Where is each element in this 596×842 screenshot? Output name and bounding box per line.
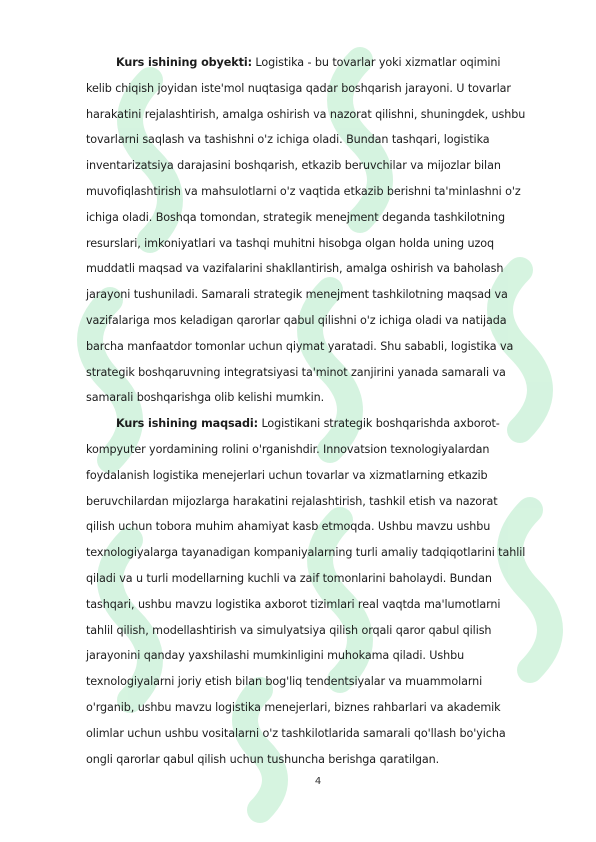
paragraph-goal (86, 411, 528, 772)
paragraph-body: Logistika - bu tovarlar yoki xizmatlar oqimini kelib chiqish joyidan iste'mol nuqtasiga qadar boshqarish jarayoni. U tovarlar harakatini rejalashtirish, amalga oshirish va nazorat qilishni, shuningdek, ushbu tovarlarni saqlash va tashishni o'z ichiga oladi. Bundan tashqari, logistika inventarizatsiya darajasini boshqarish, etkazib beruvchilar va mijozlar bilan muvofiqlashtirish va mahsulotlarni o'z vaqtida etkazib berishni ta'minlashni o'z ichiga oladi. Boshqa tomondan, strategik menejment deganda tashkilotning resurslari, imkoniyatlari va tashqi muhitni hisobga olgan holda uning uzoq muddatli maqsad va vazifalarini shakllantirish, amalga oshirish va baholash jarayoni tushuniladi. Samarali strategik menejment tashkilotning maqsad va vazifalariga mos keladigan qarorlar qabul qilishni o'z ichiga oladi va natijada barcha manfaatdor tomonlar uchun qiymat yaratadi. Shu sababli, logistika va strategik boshqaruvning integratsiyasi ta'minot zanjirini yanada samarali va samarali boshqarishga olib kelishi mumkin. (86, 56, 526, 405)
paragraph-body: Logistikani strategik boshqarishda axborot-kompyuter yordamining rolini o'rganishdir. Innovatsion texnologiyalardan foydalanish logistika menejerlari uchun tovarlar va xizmatlarning etkazib beruvchilardan mijozlarga harakatini rejalashtirish, tashkil etish va nazorat qilish uchun tobora muhim ahamiyat kasb etmoqda. Ushbu mavzu ushbu texnologiyalarga tayanadigan kompaniyalarning turli amaliy tadqiqotlarini tahlil qiladi va u turli modellarning kuchli va zaif tomonlarini baholaydi. Bundan tashqari, ushbu mavzu logistika axborot tizimlari real vaqtda ma'lumotlarni tahlil qilish, modellashtirish va simulyatsiya qilish orqali qaror qabul qilish jarayonini qanday yaxshilashi mumkinligini muhokama qiladi. Ushbu texnologiyalarni joriy etish bilan bog'liq tendentsiyalar va muammolarni o'rganib, ushbu mavzu logistika menejerlari, biznes rahbarlari va akademik olimlar uchun ushbu vositalarni o'z tashkilotlarida samarali qo'llash bo'yicha ongli qarorlar qabul qilish uchun tushuncha berishga qaratilgan. (86, 417, 526, 766)
page-number: 4 (314, 776, 322, 787)
paragraph-label: Kurs ishining maqsadi: (116, 417, 259, 431)
body-text (86, 50, 528, 772)
paragraph-object (86, 50, 528, 411)
paragraph-label: Kurs ishining obyekti: (116, 56, 252, 69)
